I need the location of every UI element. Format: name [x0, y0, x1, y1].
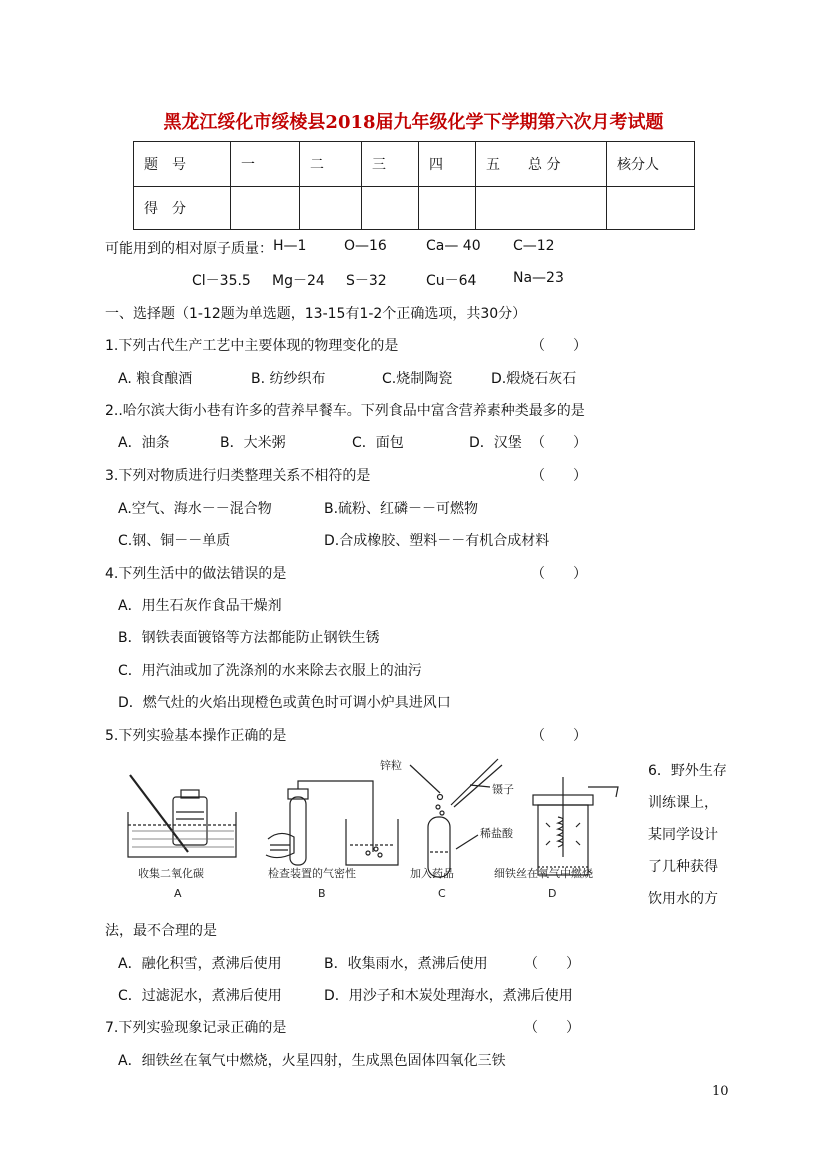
- atomic-mass-na: Na—23: [513, 270, 564, 286]
- q6-option-d: D．用沙子和木炭处理海水，煮沸后使用: [324, 988, 573, 1004]
- q7-option-a: A．细铁丝在氧气中燃烧，火星四射，生成黑色固体四氧化三铁: [118, 1053, 506, 1069]
- q2-option-d: D．汉堡: [469, 435, 522, 451]
- figure-letter-c: C: [438, 887, 446, 900]
- q6-stem-line-2: 训练课上，: [648, 795, 718, 811]
- atomic-mass-h: H—1: [273, 238, 307, 254]
- q2-option-a: A．油条: [118, 435, 170, 451]
- q3-option-c: C.钢、铜－－单质: [118, 533, 231, 549]
- q7-answer-paren: （ ）: [524, 1020, 580, 1036]
- score-cell-label: 题 号: [134, 142, 231, 187]
- q6-option-a: A．融化积雪，煮沸后使用: [118, 956, 282, 972]
- q3-option-d: D.合成橡胶、塑料－－有机合成材料: [324, 533, 550, 549]
- atomic-mass-cl: Cl－35.5: [192, 273, 251, 289]
- q5-stem: 5.下列实验基本操作正确的是: [105, 728, 287, 744]
- figure-caption-c: 加入药品: [410, 867, 454, 880]
- score-blank: [419, 187, 476, 230]
- q6-option-b: B．收集雨水，煮沸后使用: [324, 956, 488, 972]
- figure-letter-b: B: [318, 887, 326, 900]
- score-blank: [476, 187, 607, 230]
- figure-caption-d: 细铁丝在氧气中燃烧: [494, 867, 593, 880]
- score-table: [133, 141, 695, 230]
- figure-letter-d: D: [548, 887, 557, 900]
- q1-answer-paren: （ ）: [531, 338, 587, 354]
- score-table-score-row: [134, 187, 695, 230]
- score-cell-4: 四: [419, 142, 476, 187]
- score-blank: [231, 187, 300, 230]
- figure-caption-b: 检查装置的气密性: [268, 867, 356, 880]
- q1-option-d: D.煅烧石灰石: [491, 371, 577, 387]
- q6-stem-line-4: 了几种获得: [648, 859, 718, 875]
- score-cell-1: 一: [231, 142, 300, 187]
- q6-stem-line-1: 6．野外生存: [648, 763, 727, 779]
- atomic-mass-label: 可能用到的相对原子质量：: [105, 241, 273, 257]
- score-cell-5-total: 五 总 分: [476, 142, 607, 187]
- figure-label-zinc: 锌粒: [380, 759, 402, 772]
- q1-stem: 1.下列古代生产工艺中主要体现的物理变化的是: [105, 338, 399, 354]
- q6-stem-line-3: 某同学设计: [648, 827, 718, 843]
- q6-option-c: C．过滤泥水，煮沸后使用: [118, 988, 282, 1004]
- score-cell-3: 三: [362, 142, 419, 187]
- q7-stem: 7.下列实验现象记录正确的是: [105, 1020, 287, 1036]
- q1-option-b: B. 纺纱织布: [251, 371, 326, 387]
- q3-option-b: B.硫粉、红磷－－可燃物: [324, 501, 479, 517]
- apparatus-a-trough: [128, 775, 236, 857]
- section-heading: 一、选择题（1-12题为单选题，13-15有1-2个正确选项，共30分）: [105, 306, 527, 322]
- q2-stem: 2..哈尔滨大街小巷有许多的营养早餐车。下列食品中富含营养素种类最多的是: [105, 403, 585, 419]
- q4-option-c: C．用汽油或加了洗涤剂的水来除去衣服上的油污: [118, 663, 422, 679]
- figure-label-dilute-hcl: 稀盐酸: [480, 827, 513, 840]
- q2-answer-paren: （ ）: [531, 435, 587, 451]
- page-number: 10: [712, 1084, 729, 1099]
- q1-option-c: C.烧制陶瓷: [382, 371, 453, 387]
- apparatus-b-airtightness: [266, 781, 398, 865]
- q1-option-a: A. 粮食酿酒: [118, 371, 193, 387]
- q3-answer-paren: （ ）: [531, 468, 587, 484]
- figure-label-tweezers: 镊子: [492, 783, 514, 796]
- exam-title: 黑龙江绥化市绥棱县2018届九年级化学下学期第六次月考试题: [163, 112, 664, 133]
- score-cell-checker: 核分人: [607, 142, 695, 187]
- q3-stem: 3.下列对物质进行归类整理关系不相符的是: [105, 468, 371, 484]
- q5-apparatus-figure: [118, 757, 630, 903]
- score-cell-2: 二: [300, 142, 362, 187]
- score-blank: [362, 187, 419, 230]
- atomic-mass-o: O—16: [344, 238, 387, 254]
- atomic-mass-cu: Cu－64: [426, 273, 477, 289]
- q4-option-b: B．钢铁表面镀铬等方法都能防止钢铁生锈: [118, 630, 380, 646]
- atomic-mass-mg: Mg－24: [272, 273, 325, 289]
- figure-letter-a: A: [174, 887, 182, 900]
- score-blank: [300, 187, 362, 230]
- q2-option-c: C．面包: [352, 435, 404, 451]
- figure-caption-a: 收集二氧化碳: [138, 867, 204, 880]
- atomic-mass-ca: Ca— 40: [426, 238, 481, 254]
- q2-option-b: B．大米粥: [220, 435, 286, 451]
- q6-stem-continuation: 法，最不合理的是: [105, 923, 217, 939]
- score-table-header-row: [134, 142, 695, 187]
- score-blank: [607, 187, 695, 230]
- q4-option-a: A．用生石灰作食品干燥剂: [118, 598, 282, 614]
- q4-stem: 4.下列生活中的做法错误的是: [105, 566, 287, 582]
- score-row-label: 得 分: [134, 187, 231, 230]
- apparatus-d-iron-wire-burning: [533, 777, 618, 875]
- atomic-mass-c: C—12: [513, 238, 555, 254]
- apparatus-c-add-reagent: [410, 759, 502, 877]
- atomic-mass-s: S－32: [346, 273, 387, 289]
- q4-answer-paren: （ ）: [531, 566, 587, 582]
- q3-option-a: A.空气、海水－－混合物: [118, 501, 272, 517]
- q4-option-d: D．燃气灶的火焰出现橙色或黄色时可调小炉具进风口: [118, 695, 451, 711]
- q6-stem-line-5: 饮用水的方: [648, 891, 718, 907]
- q6-answer-paren: （ ）: [524, 956, 580, 972]
- q5-answer-paren: （ ）: [531, 728, 587, 744]
